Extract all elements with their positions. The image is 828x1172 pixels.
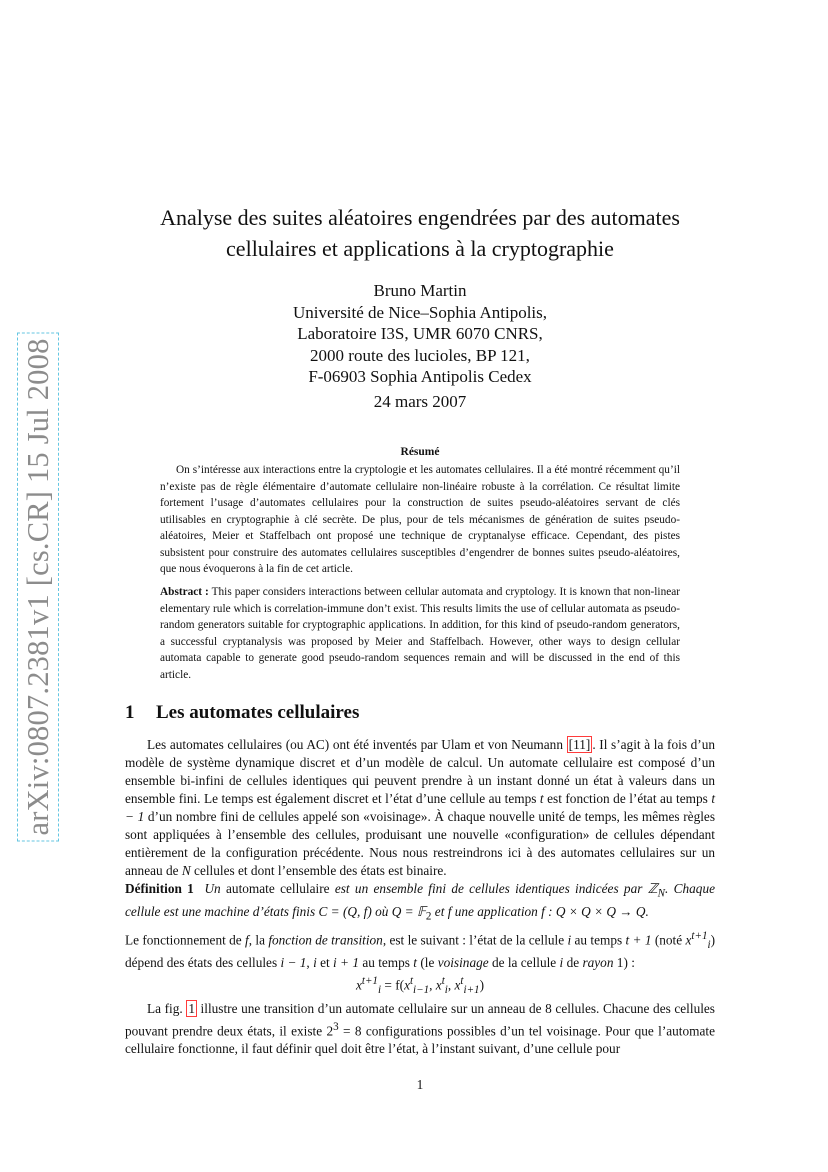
title-line-1: Analyse des suites aléatoires engendrées par des automates <box>160 205 680 230</box>
definition-text-c: . Chaque cellule est une machine d’états finis C = (Q, f) où Q = 𝔽 <box>125 881 715 919</box>
citation-link-11[interactable]: [11] <box>568 737 591 752</box>
para2-text-d: au temps <box>571 932 626 948</box>
abstract-english-text: This paper considers interactions between cellular automata and cryptology. It is known that non-linear elementary rule which is correlation-immune don’t exist. This results limits the use of cellular automata as pseudo-random generators suitable for cryptographic applications. In addition, for this kind of pseudo-random generators, a successful cryptanalysis was proposed by Meier and Staffelbach. However, other ways to design cellular automata capable to generate good pseudo-random sequences remain and will be discussed in the end of this article. <box>160 586 681 681</box>
abstract-heading: Résumé <box>400 446 440 458</box>
figure-link-1[interactable]: 1 <box>188 1001 195 1016</box>
paragraph-3 <box>125 1000 715 1058</box>
definition-text-b: est un ensemble fini de cellules identiques indicées par ℤ <box>334 881 658 896</box>
abstract-french: On s’intéresse aux interactions entre la cryptologie et les automates cellulaires. Il a été montré récemment qu’il n’existe pas de règle élémentaire d’automate cellulaire non-linéaire robuste à la corrélation. Ce résultat limite fortement l’usage d’automates cellulaires pour la construction de suites pseudo-aléatoires servant de clés utilisables en cryptographie à clé secrète. De plus, pour de tels mécanismes de génération de suites pseudo-aléatoires, Meier et Staffelbach ont proposé une technique de cryptanalyse efficace. Cependant, des pistes subsistent pour construire des automates cellulaires susceptibles d’engendrer de bonnes suites pseudo-aléatoires, que nous évoquerons à la fin de cet article. <box>160 464 680 575</box>
para2-text-j: de la cellule <box>488 955 560 971</box>
para1-text-a: Les automates cellulaires (ou AC) ont été inventés par Ulam et von Neumann <box>147 737 567 752</box>
para2-math-i-3: i <box>559 955 564 971</box>
para2-text-g: et <box>316 955 334 971</box>
definition-text-a: Un <box>204 881 221 896</box>
para1-math-t: t <box>539 791 544 806</box>
para1-math-n: N <box>181 863 191 878</box>
para2-term-transition: fonction de transition <box>268 932 383 948</box>
definition-sub-n: N <box>657 887 665 900</box>
eq-lhs: x <box>355 977 362 993</box>
para2-math-i-plus-1: i + 1 <box>333 955 359 971</box>
para2-math-t-2: t <box>413 955 417 971</box>
eq-lhs-sup: t+1 <box>361 975 378 987</box>
para2-math-x-sub: i <box>707 939 711 952</box>
para2-text-c: , est le suivant : l’état de la cellule <box>382 932 568 948</box>
para3-text-a: La fig. <box>147 1001 187 1016</box>
title-line-2: cellulaires et applications à la cryptographie <box>226 236 614 261</box>
abstract-english <box>160 584 680 683</box>
para2-math-f: f <box>245 932 249 948</box>
eq-c-sup: t <box>460 975 464 987</box>
para3-pow-base: 2 <box>326 1023 334 1039</box>
definition-sub-2: 2 <box>425 910 432 923</box>
para1-math-t-minus-1: t − 1 <box>125 791 716 824</box>
para2-math-i: i <box>567 932 572 948</box>
arxiv-stamp <box>14 338 62 836</box>
paragraph-1 <box>125 736 715 880</box>
para2-text-f: ) dépend des états des cellules <box>125 932 715 971</box>
definition-term: automate cellulaire <box>226 881 330 896</box>
author-address-2: F-06903 Sophia Antipolis Cedex <box>308 367 532 386</box>
para2-math-x: x <box>685 932 692 948</box>
author-affiliation-2: Laboratoire I3S, UMR 6070 CNRS, <box>297 324 543 343</box>
para2-math-x-sup: t+1 <box>691 930 708 942</box>
eq-close: ) <box>479 977 485 993</box>
eq-c-sub: i+1 <box>463 984 480 997</box>
paragraph-2 <box>125 927 715 972</box>
para2-text-b: , la <box>248 932 269 948</box>
para2-text-e: (noté <box>651 932 686 948</box>
definition-text-d: et f une application f : Q × Q × Q → Q. <box>431 903 649 919</box>
para1-text-c: est fonction de l’état au temps <box>543 791 712 806</box>
para1-text-e: cellules et dont l’ensemble des états est binaire. <box>190 863 447 878</box>
eq-sep-2: , <box>447 977 455 993</box>
eq-b-sup: t <box>441 975 445 987</box>
para2-comma: , <box>306 955 314 971</box>
para3-text-b: illustre une transition d’un automate cellulaire sur un anneau de 8 cellules. Chacune des cellules pouvant prendre deux états, il existe <box>125 1001 715 1039</box>
author-address-1: 2000 route des lucioles, BP 121, <box>310 345 530 365</box>
para2-text-k: de <box>563 955 583 971</box>
para1-text-d: d’un nombre fini de cellules appelé son «voisinage». À chaque nouvelle unité de temps, les mêmes règles sont appliquées à l’ensemble des cellules, produisant une nouvelle «configuration» de cellules dépendant entièrement de la configuration précédente. Nous nous restreindrons ici à des automates cellulaires sur un anneau de <box>125 809 715 878</box>
eq-sep-1: , <box>429 977 436 993</box>
author-block <box>150 280 690 388</box>
eq-c: x <box>454 977 461 993</box>
paper-date: 24 mars 2007 <box>373 392 467 411</box>
transition-equation <box>125 972 715 999</box>
para2-math-i-minus-1: i − 1 <box>280 955 307 971</box>
abstract-english-label: Abstract : <box>160 586 209 598</box>
eq-b: x <box>435 977 442 993</box>
para3-pow-exponent: 3 <box>333 1021 339 1033</box>
para2-text-l: 1) : <box>613 955 635 971</box>
para2-term-voisinage: voisinage <box>437 955 489 971</box>
eq-lhs-sub: i <box>377 984 382 997</box>
definition-label: Définition 1 <box>125 881 194 896</box>
para2-text-h: au temps <box>359 955 414 971</box>
arxiv-stamp-text: arXiv:0807.2381v1 [cs.CR] 15 Jul 2008 <box>17 332 59 841</box>
section-heading <box>125 701 359 725</box>
page-number: 1 <box>416 1077 424 1092</box>
eq-equals: = f( <box>381 977 405 993</box>
section-number: 1 <box>125 702 135 723</box>
eq-a-sup: t <box>409 975 414 987</box>
para2-text-i: (le <box>417 955 438 971</box>
section-title: Les automates cellulaires <box>156 702 360 723</box>
eq-b-sub: i <box>444 984 448 997</box>
para2-text-a: Le fonctionnement de <box>125 932 246 948</box>
para2-math-t-plus-1: t + 1 <box>625 932 652 948</box>
definition-1 <box>125 880 715 925</box>
author-name: Bruno Martin <box>373 281 467 300</box>
para1-text-b: . Il s’agit à la fois d’un modèle de système dynamique discret et d’un modèle de calcul. Un automate cellulaire est composé d’un ensemble bi-infini de cellules identiques qui peuvent prendre à un instant donné un état à valeurs dans un ensemble fini. Le temps est également discret et l’état d’une cellule au temps <box>125 737 716 806</box>
para3-text-c: = 8 configurations possibles d’un tel voisinage. Pour que l’automate cellulaire fonctionne, il faut définir quel doit être l’état, à l’instant suivant, d’une cellule pour <box>125 1023 715 1057</box>
eq-a-sub: i−1 <box>413 984 430 997</box>
paper-title <box>100 202 740 264</box>
author-affiliation-1: Université de Nice–Sophia Antipolis, <box>292 302 548 322</box>
eq-a: x <box>404 977 410 993</box>
para2-term-rayon: rayon <box>582 955 614 971</box>
para2-math-i-2: i <box>313 955 317 971</box>
